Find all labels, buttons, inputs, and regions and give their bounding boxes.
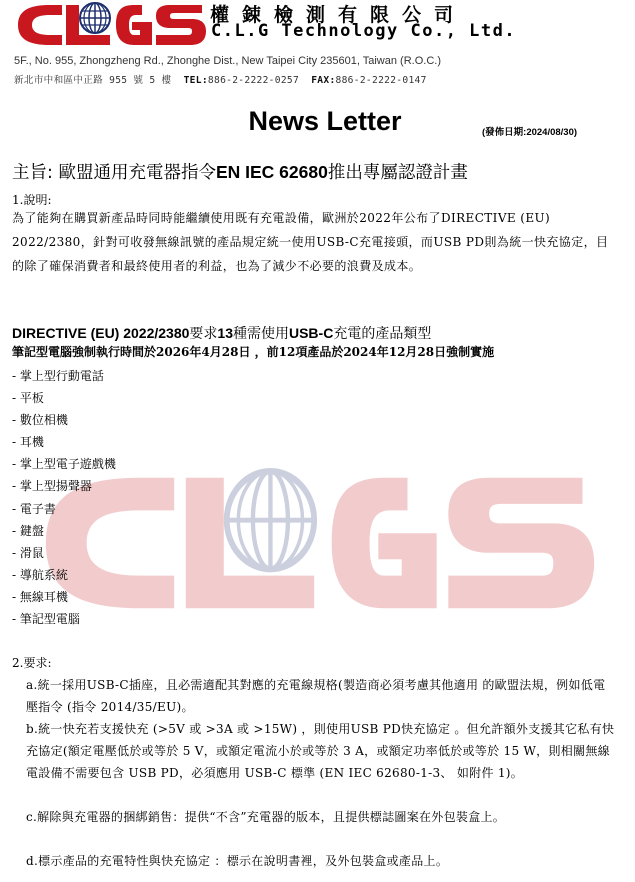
directive-count: 13 <box>217 325 233 341</box>
directive-code: DIRECTIVE (EU) 2022/2380 <box>12 325 190 341</box>
list-item: - 筆記型電腦 <box>12 612 80 627</box>
list-item: - 導航系統 <box>12 567 68 582</box>
requirement-item: d.標示產品的充電特性與快充協定 ：標示在說明書裡，及外包裝盒或產品上。 <box>26 854 449 868</box>
list-item: - 耳機 <box>12 435 44 450</box>
fax-number: 886-2-2222-0147 <box>335 75 427 86</box>
list-item: - 滑鼠 <box>12 545 44 560</box>
fax-label: FAX: <box>311 75 336 86</box>
requirement-item: a.統一採用USB-C插座，且必需適配其對應的充電線規格(製造商必須考慮其他適用 的歐盟法規，例如低電壓指令 (指令 2014/35/EU)。 <box>26 678 606 714</box>
section2-heading: 2.要求: <box>12 656 52 670</box>
section1-paragraph: 為了能夠在購買新產品時同時能繼續使用既有充電設備，歐洲於2022年公布了DIRECTIVE (EU) 2022/2380，針對可收發無線訊號的產品規定統一使用USB-C充電接頭，而USB PD則為統一快充協定，目的除了確保消費者和最終使用者的利益，也為了減少不必要的浪費及成本。 <box>12 211 609 273</box>
list-item: - 鍵盤 <box>12 523 44 538</box>
tel-number: 886-2-2222-0257 <box>207 75 300 86</box>
company-name-en: C.L.G Technology Co., Ltd. <box>211 21 517 41</box>
list-item: - 數位相機 <box>12 413 68 428</box>
device-list <box>12 365 116 630</box>
requirement-item: c.解除與充電器的捆綁銷售：提供“不含”充電器的版本，且提供標誌圖案在外包裝盒上。 <box>26 810 506 824</box>
address-cn-line <box>14 72 427 86</box>
section1-heading: 1.說明: <box>12 193 52 207</box>
list-item: - 掌上型行動電話 <box>12 369 104 383</box>
list-item: - 電子書 <box>12 501 56 516</box>
subject-suffix: 推出專屬認證計畫 <box>327 163 468 183</box>
page-title: News Letter <box>248 106 402 136</box>
tel-label: TEL: <box>183 75 208 86</box>
list-item: - 掌上型電子遊戲機 <box>12 457 116 472</box>
address-cn: 新北市中和區中正路 955 號 5 樓 <box>14 75 172 86</box>
laptop-deadline-note: 筆記型電腦強制執行時間於2026年4月28日 ，前12項產品於2024年12月28日強制實施 <box>12 345 495 359</box>
directive-text3: 充電的產品類型 <box>333 326 432 342</box>
subject-code: EN IEC 62680 <box>215 162 328 182</box>
company-name-cn: 權鋉檢測有限公司 <box>210 4 467 26</box>
list-item: - 無線耳機 <box>12 589 68 604</box>
directive-text1: 要求 <box>189 326 218 342</box>
directive-heading <box>12 323 431 343</box>
subject-prefix: 主旨: 歐盟通用充電器指令 <box>12 163 216 183</box>
publish-date: (發佈日期:2024/08/30) <box>482 127 578 138</box>
subject-line <box>12 159 468 184</box>
list-item: - 掌上型揚聲器 <box>12 479 92 494</box>
list-item: - 平板 <box>12 391 44 406</box>
company-logo <box>16 2 208 48</box>
watermark-logo <box>40 468 600 618</box>
address-en: 5F., No. 955, Zhongzheng Rd., Zhonghe Dist., New Taipei City 235601, Taiwan (R.O.C.) <box>14 55 441 67</box>
directive-usb: USB-C <box>288 325 334 341</box>
requirement-item: b.統一快充若支援快充 (>5V 或 >3A 或 >15W) ，則使用USB PD快充協定 。但允許額外支援其它私有快充協定(額定電壓低於或等於 5 V，或額定電流小於或等於 3 A，或額定功率低於或等於 15 W，則相關無線電設備不需要包含 USB PD，必須應用 USB-C 標準 (EN IEC 62680-1-3、 如附件 1)。 <box>26 722 615 780</box>
directive-text2: 種需使用 <box>232 326 289 342</box>
